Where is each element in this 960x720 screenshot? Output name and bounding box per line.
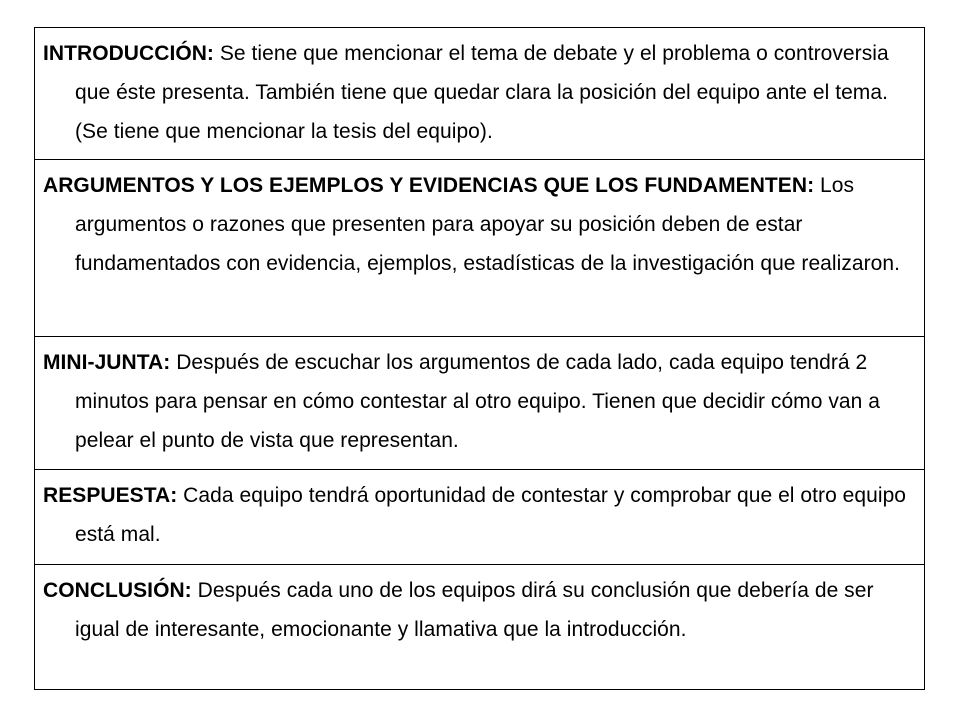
debate-structure-table: [34, 27, 925, 690]
table-row-conclusion: [35, 565, 924, 689]
table-row-introduccion: [35, 28, 924, 160]
row-paragraph: [43, 34, 910, 151]
table-row-respuesta: [35, 470, 924, 565]
row-text: Después cada uno de los equipos dirá su conclusión que debería de ser igual de interesante, emocionante y llamativa que la introducción.: [75, 579, 874, 641]
row-paragraph: [43, 343, 910, 460]
row-paragraph: [43, 571, 910, 649]
row-text: Después de escuchar los argumentos de cada lado, cada equipo tendrá 2 minutos para pensar en cómo contestar al otro equipo. Tienen que decidir cómo van a pelear el punto de vista que representan.: [75, 351, 880, 452]
row-text: Los argumentos o razones que presenten para apoyar su posición deben de estar fundamentados con evidencia, ejemplos, estadísticas de la investigación que realizaron.: [75, 174, 901, 275]
row-label: MINI-JUNTA:: [43, 351, 171, 374]
row-text: Se tiene que mencionar el tema de debate y el problema o controversia que éste presenta. También tiene que quedar clara la posición del equipo ante el tema. (Se tiene que mencionar la tesis del equipo).: [75, 42, 889, 143]
row-paragraph: [43, 476, 910, 554]
row-label: INTRODUCCIÓN:: [43, 42, 214, 65]
table-row-argumentos: [35, 160, 924, 337]
row-label: CONCLUSIÓN:: [43, 579, 192, 602]
row-label: ARGUMENTOS Y LOS EJEMPLOS Y EVIDENCIAS QUE LOS FUNDAMENTEN:: [43, 174, 815, 197]
row-paragraph: [43, 166, 910, 283]
row-text: Cada equipo tendrá oportunidad de contestar y comprobar que el otro equipo está mal.: [75, 484, 907, 546]
table-row-mini-junta: [35, 337, 924, 470]
row-label: RESPUESTA:: [43, 484, 178, 507]
